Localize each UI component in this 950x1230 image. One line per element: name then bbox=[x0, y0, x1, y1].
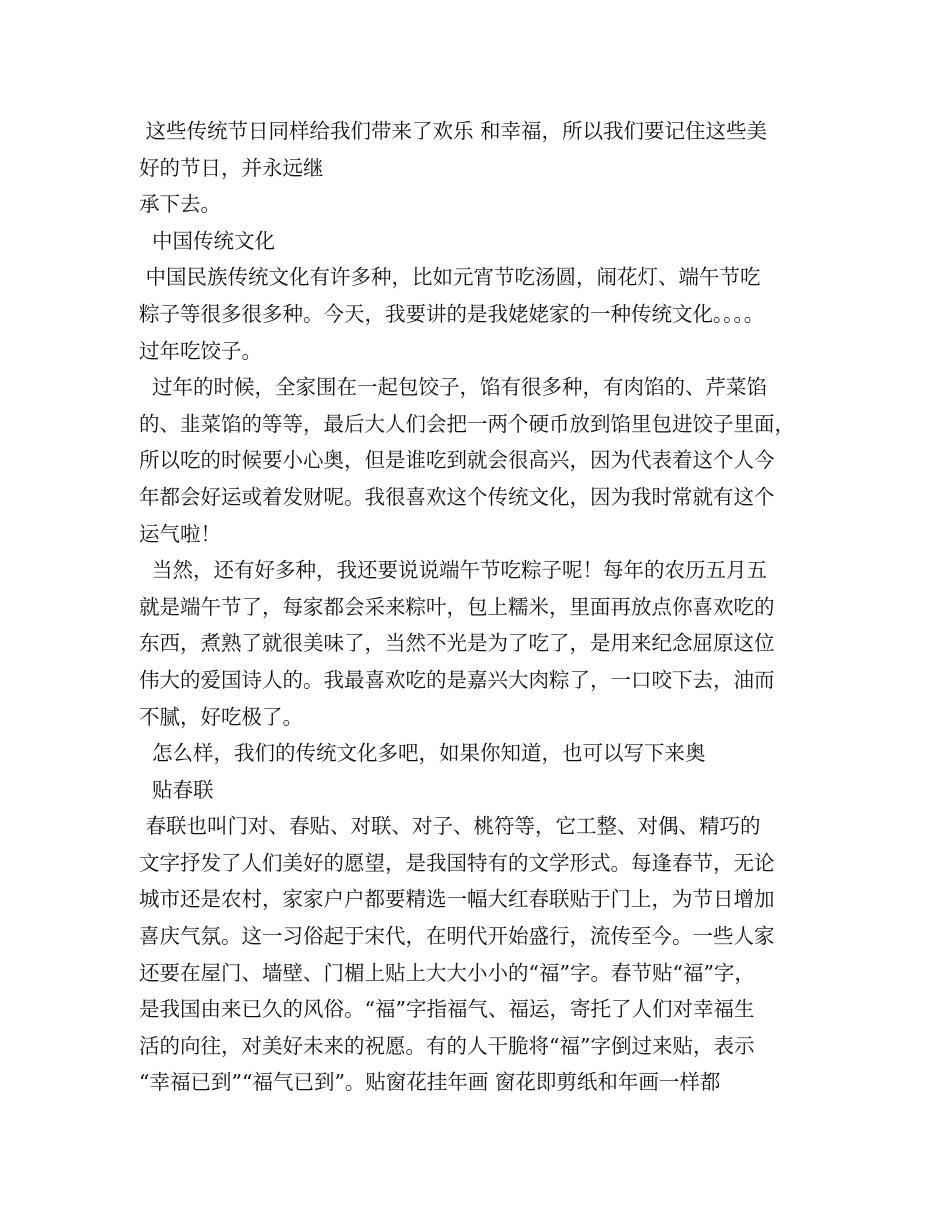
text-line: 中国民族传统文化有许多种，比如元宵节吃汤圆，闹花灯、端午节吃 bbox=[139, 265, 761, 290]
text-line: 是我国由来已久的风俗。“福”字指福气、福运，寄托了人们对幸福生 bbox=[139, 997, 755, 1022]
text-line: 粽子等很多很多种。今天，我要讲的是我姥姥家的一种传统文化。。。。 bbox=[139, 301, 765, 326]
text-line: 伟大的爱国诗人的。我最喜欢吃的是嘉兴大肉粽了，一口咬下去，油而 bbox=[139, 667, 775, 692]
text-line: 怎么样，我们的传统文化多吧，如果你知道，也可以写下来奥 bbox=[139, 741, 706, 766]
text-line: 还要在屋门、墙壁、门楣上贴上大大小小的“福”字。春节贴“福”字， bbox=[139, 960, 755, 985]
text-line: 活的向往，对美好未来的祝愿。有的人干脆将“福”字倒过来贴，表示 bbox=[139, 1033, 755, 1058]
text-line: 承下去。 bbox=[139, 192, 221, 217]
section-heading: 中国传统文化 bbox=[139, 228, 276, 253]
text-line: 好的节日，并永远继 bbox=[139, 155, 324, 180]
text-line: 年都会好运或着发财呢。我很喜欢这个传统文化，因为我时常就有这个 bbox=[139, 484, 775, 509]
text-line: 文字抒发了人们美好的愿望，是我国特有的文学形式。每逢春节，无论 bbox=[139, 850, 775, 875]
text-line: 喜庆气氛。这一习俗起于宋代，在明代开始盛行，流传至今。一些人家 bbox=[139, 924, 775, 949]
text-line: 的、韭菜馅的等等，最后大人们会把一两个硬币放到馅里包进饺子里面， bbox=[139, 411, 795, 436]
text-line: 不腻，好吃极了。 bbox=[139, 704, 303, 729]
text-line: 所以吃的时候要小心奥，但是谁吃到就会很高兴，因为代表着这个人今 bbox=[139, 448, 775, 473]
text-line: 城市还是农村，家家户户都要精选一幅大红春联贴于门上，为节日增加 bbox=[139, 887, 775, 912]
text-line: 当然，还有好多种，我还要说说端午节吃粽子呢！每年的农历五月五 bbox=[139, 558, 768, 583]
text-line: 春联也叫门对、春贴、对联、对子、桃符等，它工整、对偶、精巧的 bbox=[139, 814, 761, 839]
text-line: 东西，煮熟了就很美味了，当然不光是为了吃了，是用来纪念屈原这位 bbox=[139, 631, 775, 656]
text-line: 过年的时候，全家围在一起包饺子，馅有很多种，有肉馅的、芹菜馅 bbox=[139, 375, 768, 400]
document-body bbox=[139, 113, 839, 1101]
text-line: 就是端午节了，每家都会采来粽叶，包上糯米，里面再放点你喜欢吃的 bbox=[139, 594, 775, 619]
text-line: 这些传统节日同样给我们带来了欢乐 和幸福，所以我们要记住这些美 bbox=[139, 119, 768, 143]
section-heading: 贴春联 bbox=[139, 777, 214, 802]
text-line: 过年吃饺子。 bbox=[139, 338, 262, 363]
text-line: 运气啦！ bbox=[139, 521, 221, 546]
text-line: “幸福已到”“福气已到”。贴窗花挂年画 窗花即剪纸和年画一样都 bbox=[139, 1070, 721, 1095]
